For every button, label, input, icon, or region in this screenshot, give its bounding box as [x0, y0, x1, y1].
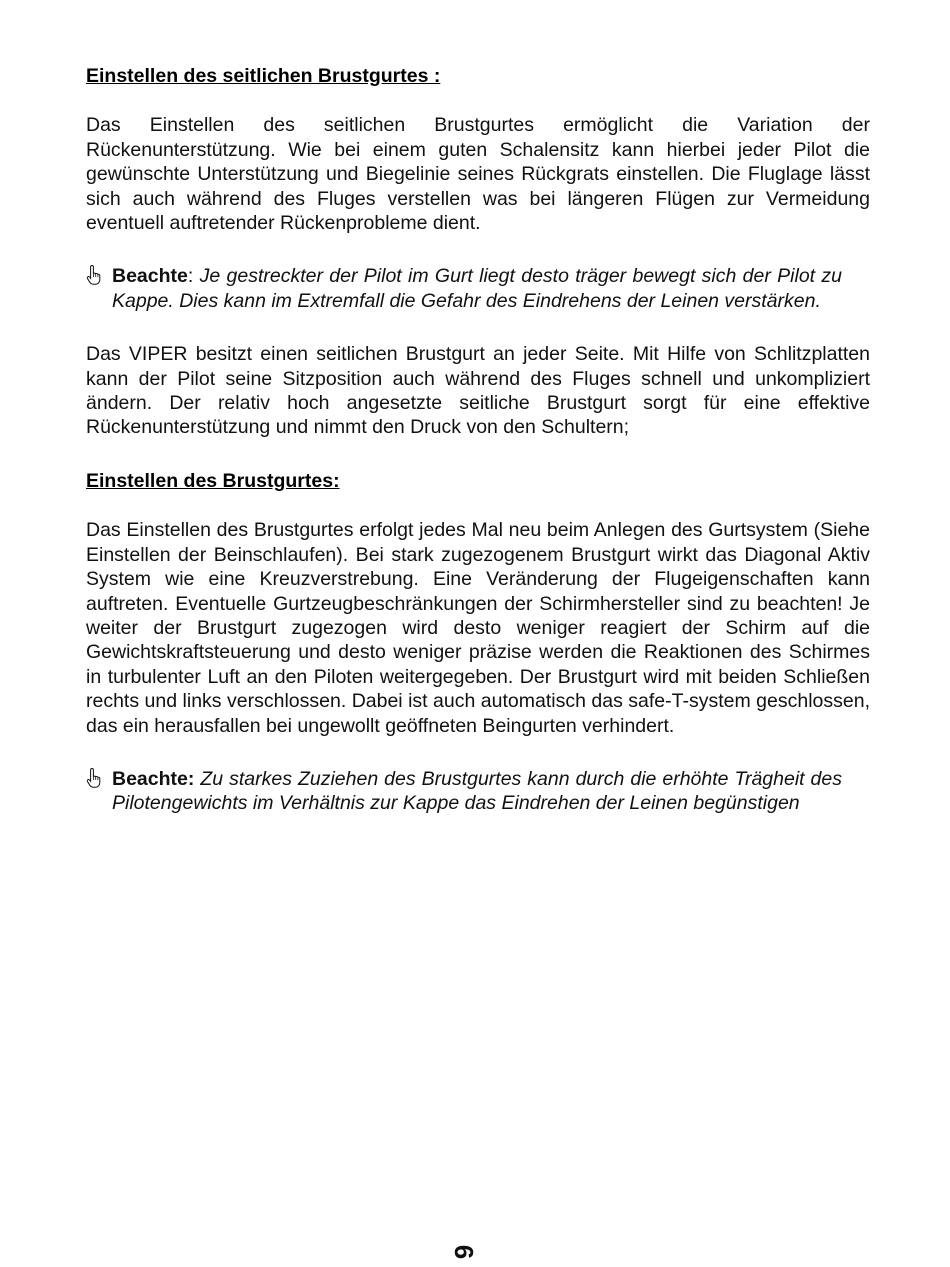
- page-number-text: 6: [449, 1244, 480, 1260]
- note-label: Beachte: [112, 265, 188, 288]
- page-number: [448, 1238, 480, 1266]
- pointing-hand-icon: [86, 767, 102, 789]
- section-heading-side-chest-strap: Einstellen des seitlichen Brustgurtes :: [86, 65, 441, 87]
- section-heading-chest-strap: Einstellen des Brustgurtes:: [86, 469, 340, 492]
- note-label: Beachte:: [112, 767, 195, 790]
- note-block-1: [86, 264, 870, 313]
- document-page: [86, 64, 870, 816]
- paragraph-chest-strap: Das Einstellen des Brustgurtes erfolgt jedes Mal neu beim Anlegen des Gurtsystem (Siehe Einstellen der Beinschlaufen). Bei stark zugezogenem Brustgurt wirkt das Diagonal Aktiv System wie eine Kreuzverstrebung. Eine Veränderung der Flugeigenschaften kann auftreten. Eventuelle Gurtzeugbeschränkungen der Schirmhersteller sind zu beachten! Je weiter der Brustgurt zugezogen wird desto weniger reagiert der Schirm auf die Gewichtskraftsteuerung und desto weniger präzise werden die Reaktionen des Schirmes in turbulenter Luft an den Piloten weitergegeben. Der Brustgurt wird mit beiden Schließen rechts und links verschlossen. Dabei ist auch automatisch das safe-T-system geschlossen, das ein herausfallen bei ungewollt geöffneten Beingurten verhindert.: [86, 519, 870, 737]
- note-separator: :: [187, 265, 200, 288]
- note-text: Je gestreckter der Pilot im Gurt liegt desto träger bewegt sich der Pilot zu Kappe. Dies kann im Extremfall die Gefahr des Eindrehens der Leinen verstärken.: [112, 265, 842, 312]
- note-block-2: [86, 767, 870, 816]
- paragraph-side-chest-strap-intro: Das Einstellen des seitlichen Brustgurtes ermöglicht die Variation der Rückenunterstützung. Wie bei einem guten Schalensitz kann hierbei jeder Pilot die gewünschte Unterstützung und Biegelinie seines Rückgrats einstellen. Die Fluglage lässt sich auch während des Fluges verstellen was bei längeren Flügen zur Vermeidung eventuell auftretender Rückenprobleme dient.: [86, 114, 870, 235]
- paragraph-viper-side-strap: Das VIPER besitzt einen seitlichen Brustgurt an jeder Seite. Mit Hilfe von Schlitzplatten kann der Pilot seine Sitzposition auch während des Fluges schnell und unkompliziert ändern. Der relativ hoch angesetzte seitliche Brustgurt sorgt für eine effektive Rückenunterstützung und nimmt den Druck von den Schultern;: [86, 343, 870, 439]
- pointing-hand-icon: [86, 264, 102, 286]
- note-text: Zu starkes Zuziehen des Brustgurtes kann durch die erhöhte Trägheit des Pilotengewichts im Verhältnis zur Kappe das Eindrehen der Leinen begünstigen: [112, 767, 843, 815]
